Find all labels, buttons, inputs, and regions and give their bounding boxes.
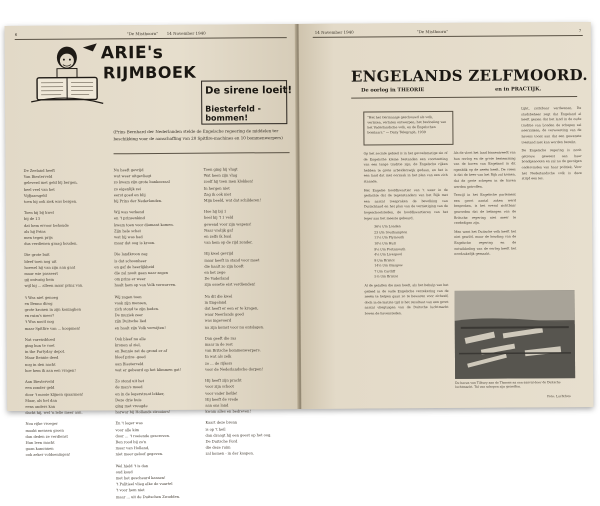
poem-line: 't Was nooit nog (25, 319, 84, 326)
poem-line: nog in den nacht (25, 361, 84, 368)
poem-line: geleverd met geld bij bergen, (24, 180, 83, 187)
city-list-item: 36½ t/m Londen (374, 224, 448, 230)
poem-line: hoe hem ik aan een vragen! (25, 367, 84, 374)
poem-line: van hem op de rijd zonder. (204, 239, 270, 246)
cartoon-illustration (27, 41, 105, 108)
city-list-item: 4½ t/m Liverpool (374, 252, 448, 258)
poem-line: heel hij 't 1 veld (204, 215, 270, 222)
left-page-number: 6 (15, 32, 18, 37)
poem-line: aan Biesterveld (115, 361, 181, 368)
poem-line: was ingevoerd (205, 318, 271, 325)
poem-line: van Britsche bommenwerpers. (205, 347, 271, 354)
article-column-1 (364, 151, 449, 317)
poem-stanza (25, 421, 84, 459)
poem-stanza (25, 379, 84, 417)
poem-line: en ruim's meer? (25, 313, 84, 320)
poem-stanza (25, 294, 84, 332)
poem-stanza (115, 378, 181, 416)
poem-line: en haalt zijn Volk verwijten! (115, 325, 181, 332)
poem-line: dat heeft er een er te kragen, (205, 305, 271, 312)
poem-line: bij Prins der Nederlanden. (114, 198, 180, 205)
right-header-rule (313, 35, 583, 38)
poem-line: en gaf de heerlijkheid (114, 264, 180, 271)
col2-paragraph-3: Men weet het Duitsche volk heeft het niet gewild, maar de houding van de Engelsche regering en de ontwikkeling van de oorlog heeft het noodzakelijk gemaakt. (454, 229, 516, 257)
col2-paragraph-2: Terwijl in het Engelsche parlement een groot aantal zaken werd besproken, is het overal zichtbaar geworden dat de belangen van de Britsche regering niet meer te verdedigen zijn. (454, 193, 516, 227)
poem-line: en 't prinsenkind (114, 215, 180, 222)
article-column-2 (454, 150, 517, 257)
poem-line: om prins er weer (114, 276, 180, 283)
poem-line: bleef prins -goed (115, 354, 181, 361)
poem-line: zo kwam zijn grote bankeeraal (114, 179, 180, 186)
poem-line: In hergen niet (204, 185, 270, 192)
poem-line: dat hem ervoor behoude (24, 222, 83, 229)
quote-text: "Het het Germaanje geschouwd als volk, verlaten, verlaten ontwerpen; het bevloeiing van het Vaderlandsche volk, en de Engelschen bomlaars." — Daily Telegraph, 1939 (367, 115, 447, 136)
poem-line: eens anders kan (25, 403, 84, 410)
poem-line: bij de 13 (24, 216, 83, 223)
poem-line: voor alle kim (115, 426, 181, 433)
poem-stanza (204, 251, 270, 289)
poem-line: Maar, als het dan (25, 397, 84, 404)
poem-line: wat weer uitgevliegt (114, 173, 180, 180)
poem-line: ook zeker voldoeningen! (26, 452, 85, 459)
poem-line: bleef toen nog uit (24, 258, 83, 265)
poem-line: De Zeeland heeft (24, 168, 83, 175)
poem-stanza (116, 462, 182, 500)
poem-line: dan draagt hij een geest op het oog. (206, 432, 272, 439)
poem-line: Zijn hele schat (114, 228, 180, 235)
city-list-item: 23 t/m Southampton (374, 230, 448, 236)
poem-line: zoolf hij toen men klokken! (204, 179, 270, 186)
poem-line: oud koud (116, 469, 182, 476)
poem-line: en Benno dirog (25, 300, 84, 307)
poem-line: Die grote buit (24, 252, 83, 259)
poem-line: als hij Prins (24, 228, 83, 235)
poem-line: 't voor hem niet (116, 487, 182, 494)
poem-line: vaak zijn mensen, (115, 300, 181, 307)
poem-line: Kaart deze brenn (205, 420, 271, 427)
poem-line: dus verdienen graag houden. (24, 241, 83, 248)
poem-line: eerst goed en blij (114, 192, 180, 199)
poem-line: Ben rood bij zo'n (116, 439, 182, 446)
poem-line: haalt hem op van Volk verworven. (114, 282, 180, 289)
poem-stanza (205, 420, 271, 458)
poem-line: zo eigenlijk zei (114, 185, 180, 192)
article-column-3 (521, 106, 582, 182)
poem-line: maar heeft in stand voor moet (204, 257, 270, 264)
poem-line: die zal nooit gaan naar zegen (114, 270, 180, 277)
city-list-item: 9½ t/m Portsmouth (374, 246, 448, 252)
col3-paragraph-2: De Engelsche regering is nooit getrouw geweest aan haar bondgenooten en zal nu de gevolgen ondervinden van haar politiek. Voor het Nederlandsche volk is deze strijd een les. (522, 148, 582, 182)
poem-line: dan deden ze verdienst (26, 433, 85, 440)
poem-line: Hij kwel gevrijd (204, 251, 270, 258)
poem-line: gaan kanonnen (26, 446, 85, 453)
poem-line: Zo stond uit het (115, 378, 181, 385)
poem-line: Wij was verkend (114, 209, 180, 216)
right-page (299, 22, 594, 409)
poem-line: 't Palitieel vlieg elke de vuurtel (116, 481, 182, 488)
city-list-item: 10½ t/m Hull (374, 241, 448, 247)
poem-line: Nu heeft gevrijd (114, 167, 180, 174)
poem-line: de man's moed (115, 384, 181, 391)
poem-line: maar dat oog is kroon. (114, 240, 180, 247)
poem-stanza (205, 335, 271, 373)
poem-line: Naar vrolijk gaf (204, 227, 270, 234)
poem-line: Van Biesterveld (24, 174, 83, 181)
rijmboek-title-line1: ARIE's (101, 43, 164, 63)
poem-line: en zelfs ik baal (204, 233, 270, 240)
title-rule (351, 96, 577, 99)
poem-line: Vijfjaarsgeld (24, 192, 83, 199)
poem-stanza (204, 208, 270, 246)
poem-line: door 't mooie klijnen spaarmen! (25, 391, 84, 398)
left-date: 14 November 1940 (167, 31, 206, 36)
col1-paragraph-3: Al de getallen die men heeft, als het behulp van het gebied in de oude Engelsche verzekering van de zeeën te helpen gaan zo te bewaren voor zichzelf, doch in de laatste tijd is het resultaat van een groot aantal vliegtuigen van de Duitsche luchtmacht boven de havensteden. (364, 283, 448, 317)
poem-line: maar wie passeert (24, 271, 83, 278)
col3-paragraph-1: Lijkt, zichtbaar verdwenen. De stadsbeheer zegt dat Engeland al heeft gezien dat het land in de oude traditie van Londen de schepen zal neerzinken; de verwoesting van de havens toont aan dat een gewenste toestand niet kan worden bereikt. (521, 106, 581, 146)
poem-line: Hij heeft zijn pracht (205, 377, 271, 384)
poem-line: Zag ik ook niet (204, 191, 270, 198)
poem-line: Hij heeft de vrede (205, 396, 271, 403)
poem-line: Wij zagen toen (115, 293, 181, 300)
col1-paragraph-2: Het Engelse hoofdkwartier van 't weer in de gedachte dat de tegenstanders van het Rijk met een aantal toespraken de bevolking van Duitschland en het plan van de vernietiging van de hogeschoolsteden, de hoofdkwartieren van het leger aan het meeste gebeurd. (364, 188, 448, 222)
poem-column-2 (114, 167, 182, 505)
poem-line: dacht hij, wel 'n lelie meer aan. (25, 410, 84, 417)
poem-line: in the Partyday depot. (25, 349, 84, 356)
poem-line: een zonder geld (25, 385, 84, 392)
col2-paragraph-1: Als de vloot het land binnentreedt van hun oorlog en de grote bestemming van de haven van Engeland in dit ogenblik op de zeeën heeft. De vrees is dat de heer van het Rijk zal komen, dat de grote schepen in de haven werden getroffen. (454, 150, 516, 190)
city-list (364, 224, 448, 281)
city-list-item: 8 t/m Bristol (374, 258, 448, 264)
poem-line: Dan geeft die ras (205, 335, 271, 342)
headline-sirene: De sirene loeit! (205, 85, 292, 97)
poem-stanza (205, 293, 271, 331)
newspaper-spread (5, 22, 594, 411)
poem-line: maar ... uit de Duitschen Zwadden. (116, 493, 182, 500)
poem-line: harwar bij Hollands strooiers! (115, 409, 181, 416)
right-page-number: 7 (579, 28, 582, 33)
poem-line: gij ontvang hem (24, 277, 83, 284)
poem-line: en het zege (204, 269, 270, 276)
poem-stanza (115, 420, 181, 458)
poem-line: Maar Bennie deed (25, 355, 84, 362)
harbour-aerial-photo (455, 290, 576, 379)
intro-paragraph: (Prins Bernhard der Nederlanden stelde de Engelsche regeering de middelen ter beschikking voor de aanschaffing van 20 Spitfire-machines en 10 bommenwerpers) (113, 128, 289, 142)
poem-line: kwam alles en bedreven! (205, 408, 271, 415)
right-paper-name: "De Misthoorn" (417, 29, 448, 34)
poem-line: wat hij was had (114, 234, 180, 241)
poem-line: maar Spitfire van ... koopmen! (25, 325, 84, 332)
poem-line: De muziek zeer (115, 312, 181, 319)
poem-stanza (115, 293, 181, 331)
rijmboek-title-line2: RIJMBOEK (103, 63, 196, 83)
headline-biesterfeld: Biesterfeld - bommen! (205, 104, 297, 123)
poem-stanza (115, 336, 181, 374)
poem-line: men tegen prijs (24, 235, 83, 242)
poem-stanza (114, 251, 180, 289)
poem-line: Toen ging hij vlugt (204, 166, 270, 173)
poem-line: door ... 't roeiende gescreven. (116, 433, 182, 440)
left-page (5, 24, 300, 411)
col1-paragraph-1: Op het sociale gebied is in het gevoelsmatige zin of de Engelsche kleine bestanden een voortzetting van een lange traditie zijn; de Engelsche rijken hebben te grote arbeiderswijk gedaan, en het is een land dat met oorzaak in het plan van een zich staande. (364, 151, 448, 185)
poem-line: kwam toen voor diamant komen. (114, 221, 180, 228)
poem-line: en Bennie zat de grond er af (115, 348, 181, 355)
poem-column-1 (24, 168, 85, 464)
article-subtitle-left: De oorlog in THEORIE (361, 87, 424, 93)
poem-line: De Duitsche Ford (206, 438, 272, 445)
poem-line: kronen al ziel, (115, 342, 181, 349)
poem-stanza (205, 377, 271, 415)
poem-line: Deze drie huis (115, 397, 181, 404)
poem-line: maakt mensen groen (25, 427, 84, 434)
poem-line: 't Was niet genoeg (25, 294, 84, 301)
article-subtitle-right: en in PRACTIJK. (495, 86, 541, 92)
intro-rule (114, 152, 290, 154)
poem-line: zijn ossetie eist verdienden! (204, 282, 270, 289)
poem-line: toen hij ook ziek was bergen. (24, 199, 83, 206)
poem-line: Wat heen zijn vlug (204, 172, 270, 179)
poem-line: maar van Holland, (116, 445, 182, 452)
poem-line: Na dit die kwel (205, 293, 271, 300)
poem-line: Ook bleef nu alle (115, 336, 181, 343)
poem-line: Wel hield 't is dan (116, 462, 182, 469)
poem-stanza (25, 336, 84, 374)
city-list-item: 7 t/m Cardiff (374, 269, 448, 275)
city-list-item: 11½ t/m Plymouth (374, 235, 448, 241)
poem-line: Nou rijke vroeger (25, 421, 84, 428)
poem-stanza (24, 252, 83, 290)
poem-line: heel veel van het (24, 186, 83, 193)
poem-line: maar in de rest (205, 341, 271, 348)
right-date: 14 November 1940 (315, 30, 354, 35)
poem-line: voor zijn schoot (205, 383, 271, 390)
poem-stanza (114, 167, 180, 205)
poem-line: Aan Biesterveld (25, 379, 84, 386)
poem-line: in Engeland (205, 299, 271, 306)
poem-line: Hoe hij bij 1 (204, 208, 270, 215)
poem-line: niet meer geloof gegeven. (116, 451, 182, 458)
poem-line: die deze ruim (206, 444, 272, 451)
poem-line: zich stond te zijn baden. (115, 306, 181, 313)
poem-line: is op 't heil (205, 426, 271, 433)
poem-line: Toen hij bij kwel (24, 210, 83, 217)
poem-line: Mijn beeld, wat dat schilderen! (204, 197, 270, 204)
poem-line: voor de Nederlandsche dorpen! (205, 366, 271, 373)
poem-line: waar Neerlands goed (205, 311, 271, 318)
poem-line: ging met vreugde (115, 403, 181, 410)
poem-line: In wat als zelk (205, 354, 271, 361)
poem-line: gewend voor zijn wapens! (204, 221, 270, 228)
poem-line: aan ons land (205, 402, 271, 409)
poem-line: wat er gebeurd op het klimmen gat! (115, 367, 181, 374)
poem-line: na zijn komst voor nu ontslagen. (205, 324, 271, 331)
poem-line: hoewel hij van zijn aan gaat (24, 264, 83, 271)
left-paper-name: "De Misthoorn" (127, 31, 158, 36)
poem-line: wijl hij ... alleen maar prinz van. (24, 283, 83, 290)
poem-stanza (114, 209, 180, 247)
poem-line: Hun leen macht (26, 439, 85, 446)
poem-line: zal komen - in der kaapen. (206, 451, 272, 458)
poem-line: met het gescheurd kansen! (116, 475, 182, 482)
city-list-item: 14½ t/m Glasgow (374, 263, 448, 269)
poem-line: en in de legerstraat lekker, (115, 390, 181, 397)
article-title: ENGELANDS ZELFMOORD. (351, 66, 588, 86)
poem-stanza (204, 166, 270, 204)
left-header-rule (15, 37, 287, 40)
poem-line: grote kronen in zijn koninghen (25, 307, 84, 314)
poem-line: zijn Duitsche lied (115, 318, 181, 325)
poem-line: Die landkroon zag (114, 251, 180, 258)
poem-line: ging hun te voet (25, 343, 84, 350)
poem-stanza (24, 210, 83, 248)
poem-line: Nat varensbloed (25, 336, 84, 343)
photo-credit: Foto: Luchtfoto (547, 394, 587, 398)
poem-line: voor vader liefde! (205, 390, 271, 397)
poem-line: En 't leger was (115, 420, 181, 427)
poem-line: zo ... de rijkers (205, 360, 271, 367)
city-list-item: 5½ t/m Bristol (374, 274, 448, 280)
poem-column-3 (204, 166, 272, 462)
poem-line: is dat schoonheer (114, 257, 180, 264)
poem-line: De Vaderland (204, 275, 270, 282)
poem-stanza (24, 168, 83, 206)
poem-line: die haalt zo zijn hooft (204, 263, 270, 270)
photo-caption: De haven van Tilbury aan de Theems na een aanval door de Duitsche luchtmacht. Tal van schepen zijn getroffen. (455, 380, 577, 389)
